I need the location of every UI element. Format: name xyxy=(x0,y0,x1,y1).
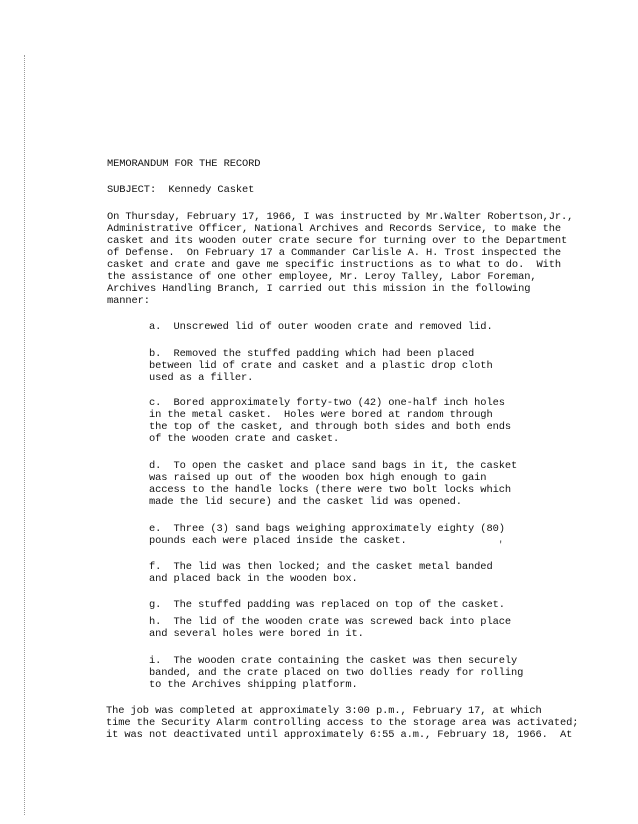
memo-subject: SUBJECT: Kennedy Casket xyxy=(107,184,255,196)
left-margin-dotted-line xyxy=(24,55,25,815)
list-item-c: c. Bored approximately forty-two (42) one-half inch holes xyxy=(149,397,505,409)
intro-line: casket and its wooden outer crate secure for turning over to the Department xyxy=(107,235,568,247)
list-item-i: i. The wooden crate containing the casket was then securely xyxy=(149,655,518,667)
intro-line: the assistance of one other employee, Mr. Leroy Talley, Labor Foreman, xyxy=(107,271,537,283)
stray-ink-mark: ' xyxy=(498,540,504,550)
closing-line: it was not deactivated until approximately 6:55 a.m., February 18, 1966. At xyxy=(106,729,573,741)
memo-heading: MEMORANDUM FOR THE RECORD xyxy=(107,158,261,170)
intro-line: Archives Handling Branch, I carried out this mission in the following xyxy=(107,283,531,295)
list-item-i: to the Archives shipping platform. xyxy=(149,679,358,691)
list-item-d: was raised up out of the wooden box high enough to gain xyxy=(149,472,487,484)
list-item-e: e. Three (3) sand bags weighing approximately eighty (80) xyxy=(149,523,505,535)
closing-line: time the Security Alarm controlling access to the storage area was activated; xyxy=(106,717,579,729)
list-item-g: g. The stuffed padding was replaced on top of the casket. xyxy=(149,599,505,611)
list-item-f: and placed back in the wooden box. xyxy=(149,573,358,585)
intro-line: manner: xyxy=(107,295,150,307)
list-item-f: f. The lid was then locked; and the casket metal banded xyxy=(149,561,493,573)
intro-line: of Defense. On February 17 a Commander Carlisle A. H. Trost inspected the xyxy=(107,247,562,259)
list-item-d: made the lid secure) and the casket lid was opened. xyxy=(149,496,462,508)
list-item-d: d. To open the casket and place sand bags in it, the casket xyxy=(149,460,518,472)
list-item-b: used as a filler. xyxy=(149,372,254,384)
list-item-d: access to the handle locks (there were two bolt locks which xyxy=(149,484,511,496)
intro-line: On Thursday, February 17, 1966, I was instructed by Mr.Walter Robertson,Jr., xyxy=(107,211,574,223)
intro-line: casket and crate and gave me specific instructions as to what to do. With xyxy=(107,259,562,271)
list-item-c: the top of the casket, and through both sides and both ends xyxy=(149,421,511,433)
list-item-h: and several holes were bored in it. xyxy=(149,628,364,640)
list-item-e: pounds each were placed inside the casket. xyxy=(149,535,407,547)
list-item-a: a. Unscrewed lid of outer wooden crate and removed lid. xyxy=(149,321,493,333)
list-item-b: between lid of crate and casket and a plastic drop cloth xyxy=(149,360,493,372)
list-item-h: h. The lid of the wooden crate was screwed back into place xyxy=(149,616,511,628)
closing-line: The job was completed at approximately 3:00 p.m., February 17, at which xyxy=(106,705,542,717)
intro-line: Administrative Officer, National Archives and Records Service, to make the xyxy=(107,223,562,235)
list-item-i: banded, and the crate placed on two dollies ready for rolling xyxy=(149,667,524,679)
list-item-b: b. Removed the stuffed padding which had been placed xyxy=(149,348,475,360)
list-item-c: in the metal casket. Holes were bored at random through xyxy=(149,409,493,421)
list-item-c: of the wooden crate and casket. xyxy=(149,433,340,445)
